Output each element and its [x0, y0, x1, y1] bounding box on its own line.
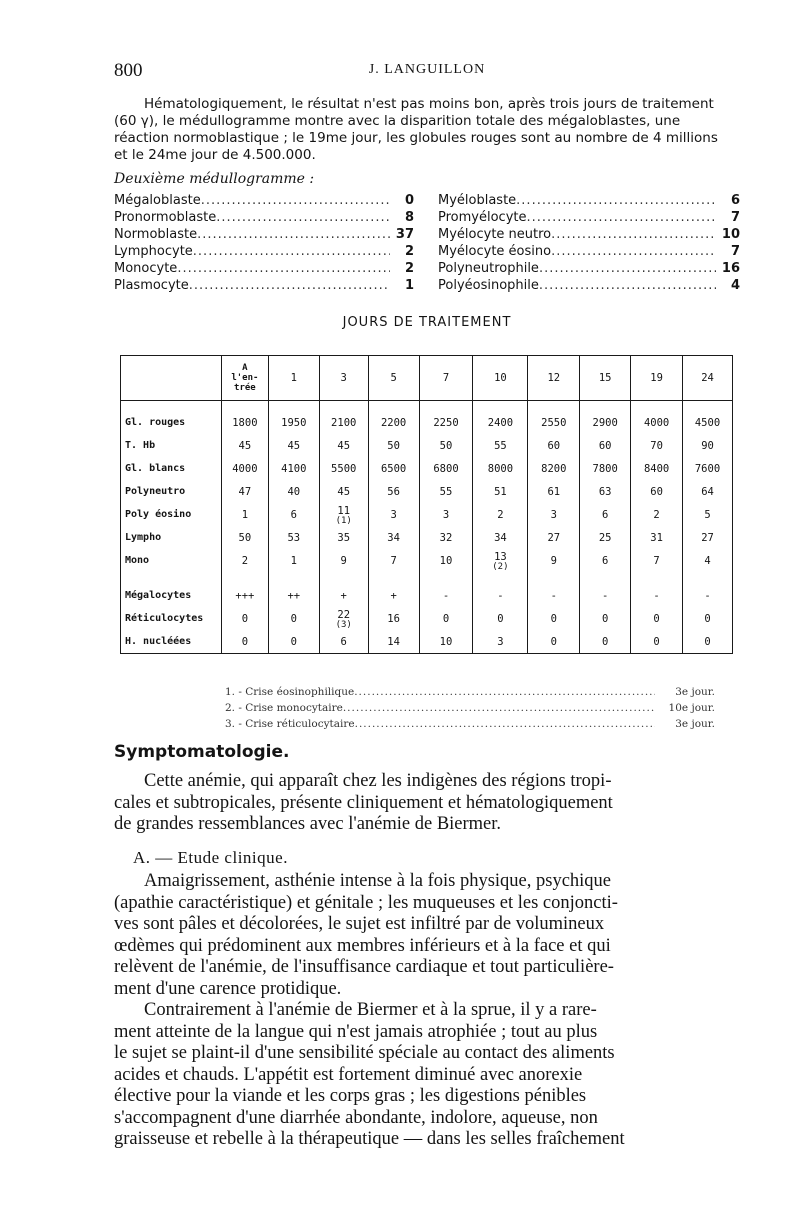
table-cell: 2100 [319, 401, 368, 435]
table-cell: 6 [319, 630, 368, 654]
table-cell: 35 [319, 526, 368, 549]
intro-line: et le 24me jour de 4.500.000. [114, 147, 316, 163]
header-admission-line: A [242, 363, 248, 373]
table-cell: 2900 [580, 401, 631, 435]
text-line: Contrairement à l'anémie de Biermer et à la sprue, il y a rare- [144, 1000, 597, 1020]
table-cell: 64 [683, 480, 733, 503]
table-cell: 7800 [580, 457, 631, 480]
table-row [121, 434, 733, 457]
text-line: élective pour la viande et les corps gras ; les digestions pénibles [114, 1086, 587, 1106]
row-label: Polyneutro [121, 480, 222, 503]
table-cell: 6 [580, 549, 631, 572]
footnote-label: 2. - Crise monocytaire [225, 702, 343, 714]
table-row [121, 607, 733, 630]
cell-label: Pronormoblaste [114, 210, 217, 225]
table-cell: 60 [528, 434, 580, 457]
table-cell: 4000 [631, 401, 683, 435]
table-cell: 6 [580, 503, 631, 526]
table-cell: 14 [368, 630, 419, 654]
table-cell: 4000 [221, 457, 268, 480]
table-cell: 10 [419, 630, 473, 654]
table-cell: 50 [368, 434, 419, 457]
table-row [121, 526, 733, 549]
text-line: cales et subtropicales, présente cliniquement et hématologiquement [114, 792, 613, 813]
cell-label: Polyneutrophile [438, 261, 539, 276]
footnote-day: 10e jour. [668, 702, 715, 714]
table-cell: 50 [419, 434, 473, 457]
footnote-day: 3e jour. [675, 686, 715, 698]
table-cell: 0 [683, 630, 733, 654]
footnote-day: 3e jour. [675, 718, 715, 730]
table-cell: 60 [580, 434, 631, 457]
table-cell: 50 [221, 526, 268, 549]
table-cell: 2 [473, 503, 528, 526]
table-cell: + [368, 584, 419, 607]
intro-paragraph [114, 96, 740, 164]
table-cell: 5 [683, 503, 733, 526]
table-cell: 34 [368, 526, 419, 549]
table-cell: 2400 [473, 401, 528, 435]
table-cell: 3 [368, 503, 419, 526]
table-cell: 16 [368, 607, 419, 630]
table-cell: 1 [268, 549, 319, 572]
footnote [225, 716, 715, 732]
table-cell: + [319, 584, 368, 607]
cell-count: 7 [730, 210, 740, 225]
table-cell: 7 [368, 549, 419, 572]
cell-count: 6 [730, 193, 740, 208]
text-line: acides et chauds. L'appétit est fortement diminué avec anorexie [114, 1064, 583, 1085]
table-cell [319, 607, 368, 630]
table-cell: 2250 [419, 401, 473, 435]
table-cell: 2550 [528, 401, 580, 435]
header-day: 5 [368, 356, 419, 401]
text-line: ment atteinte de la langue qui n'est jamais atrophiée ; tout au plus [114, 1021, 598, 1042]
table-cell: 0 [473, 607, 528, 630]
row-label: Mégalocytes [121, 584, 222, 607]
table-cell: 45 [319, 480, 368, 503]
cell-count: 16 [721, 261, 740, 276]
cell-count: 10 [721, 227, 740, 242]
table-cell: 27 [683, 526, 733, 549]
header-day: 10 [473, 356, 528, 401]
text-line: ment d'une carence protidique. [114, 978, 342, 999]
table-cell: 1 [221, 503, 268, 526]
intro-line: Hématologiquement, le résultat n'est pas moins bon, après trois jours de traitement [144, 96, 714, 112]
table-cell: 45 [221, 434, 268, 457]
table-header-row [121, 356, 733, 401]
table-cell: 45 [319, 434, 368, 457]
footnote [225, 700, 715, 716]
text-line: graisseuse et rebelle à la thérapeutique — dans les selles fraîchement [114, 1129, 625, 1149]
table-cell: 3 [419, 503, 473, 526]
row-label: Lympho [121, 526, 222, 549]
count-row [114, 277, 740, 294]
table-cell: 6 [268, 503, 319, 526]
table-cell: 7600 [683, 457, 733, 480]
table-row [121, 584, 733, 607]
header-blank [121, 356, 222, 401]
table-cell: 63 [580, 480, 631, 503]
cell-count: 1 [404, 278, 414, 293]
table-cell: 2200 [368, 401, 419, 435]
table-footnotes [225, 684, 715, 732]
count-row [114, 192, 740, 209]
table-cell: 60 [631, 480, 683, 503]
count-row [114, 260, 740, 277]
section-intro [114, 771, 740, 836]
table-cell: 45 [268, 434, 319, 457]
table-cell: 51 [473, 480, 528, 503]
table-cell: 27 [528, 526, 580, 549]
page-number: 800 [114, 60, 143, 81]
header-admission-line: l'en- [231, 373, 259, 383]
table-cell: 1800 [221, 401, 268, 435]
table-cell: 4500 [683, 401, 733, 435]
table-cell: 8400 [631, 457, 683, 480]
table-row [121, 480, 733, 503]
table-cell: 9 [528, 549, 580, 572]
intro-line: réaction normoblastique ; le 19me jour, les globules rouges sont au nombre de 4 millions [114, 130, 718, 146]
intro-line: (60 γ), le médullogramme montre avec la disparition totale des mégaloblastes, une [114, 113, 681, 129]
table-cell [473, 549, 528, 572]
text-line: Cette anémie, qui apparaît chez les indigènes des régions tropi- [144, 771, 612, 791]
header-admission [221, 356, 268, 401]
table-cell [319, 503, 368, 526]
count-row [114, 226, 740, 243]
paragraph-biermer [114, 1000, 740, 1151]
row-label: Réticulocytes [121, 607, 222, 630]
table-cell: 0 [528, 630, 580, 654]
cell-value: 22 [337, 608, 351, 621]
table-title: JOURS DE TRAITEMENT [342, 315, 512, 330]
footnote-mark: (3) [335, 619, 352, 630]
cell-label: Polyéosinophile [438, 278, 539, 293]
table-cell: 0 [419, 607, 473, 630]
table-cell: 7 [631, 549, 683, 572]
table-cell: - [528, 584, 580, 607]
footnote-label: 3. - Crise réticulocytaire [225, 718, 355, 730]
table-cell: 55 [473, 434, 528, 457]
table-cell: 0 [631, 607, 683, 630]
text-line: (apathie caractéristique) et génitale ; les muqueuses et les conjoncti- [114, 892, 618, 913]
table-cell: 0 [528, 607, 580, 630]
header-admission-line: trée [234, 383, 256, 393]
cell-label: Promyélocyte [438, 210, 527, 225]
table-cell: 0 [683, 607, 733, 630]
table-cell: 3 [528, 503, 580, 526]
table-cell: 61 [528, 480, 580, 503]
cell-count: 4 [730, 278, 740, 293]
table-cell: 32 [419, 526, 473, 549]
table-cell: 25 [580, 526, 631, 549]
header-day: 15 [580, 356, 631, 401]
table-cell: 31 [631, 526, 683, 549]
paragraph-clinical [114, 871, 740, 1000]
footnote-label: 1. - Crise éosinophilique [225, 686, 355, 698]
row-label: H. nucléées [121, 630, 222, 654]
footnote-mark: (2) [492, 561, 509, 572]
table-cell: 47 [221, 480, 268, 503]
text-line: Amaigrissement, asthénie intense à la fois physique, psychique [144, 871, 612, 891]
table-cell: 53 [268, 526, 319, 549]
table-cell: - [473, 584, 528, 607]
cell-count: 8 [404, 210, 414, 225]
cell-value: 11 [337, 504, 351, 517]
cell-label: Lymphocyte [114, 244, 193, 259]
header-day: 19 [631, 356, 683, 401]
footnote [225, 684, 715, 700]
table-cell: 2 [631, 503, 683, 526]
table-cell: - [683, 584, 733, 607]
footnote-mark: (1) [335, 515, 352, 526]
cell-label: Myélocyte neutro [438, 227, 552, 242]
cell-count: 2 [404, 244, 414, 259]
table-cell: - [631, 584, 683, 607]
text-line: s'accompagnent d'une diarrhée abondante, indolore, aqueuse, non [114, 1107, 598, 1128]
cell-count: 7 [730, 244, 740, 259]
table-cell: 55 [419, 480, 473, 503]
text-line: de grandes ressemblances avec l'anémie de Biermer. [114, 814, 502, 834]
table-cell: - [419, 584, 473, 607]
medullogram-title: Deuxième médullogramme : [114, 171, 315, 187]
table-cell: 9 [319, 549, 368, 572]
table-cell: 0 [580, 630, 631, 654]
row-label: Gl. blancs [121, 457, 222, 480]
table-cell: 5500 [319, 457, 368, 480]
cell-count: 37 [395, 227, 414, 242]
cell-value: 13 [494, 550, 507, 563]
table-cell: 0 [268, 607, 319, 630]
table-row [121, 630, 733, 654]
row-label: Gl. rouges [121, 401, 222, 435]
subsection-heading: A. — Etude clinique. [133, 848, 288, 867]
table-row [121, 457, 733, 480]
row-label: Mono [121, 549, 222, 572]
table-cell: 0 [268, 630, 319, 654]
table-cell: 70 [631, 434, 683, 457]
table-cell: 10 [419, 549, 473, 572]
text-line: œdèmes qui prédominent aux membres inférieurs et à la face et qui [114, 935, 611, 956]
cell-label: Monocyte [114, 261, 178, 276]
table-cell: 34 [473, 526, 528, 549]
table-cell: 0 [580, 607, 631, 630]
text-line: relèvent de l'anémie, de l'insuffisance cardiaque et tout particulière- [114, 957, 614, 977]
table-cell: 0 [221, 607, 268, 630]
table-cell: 0 [221, 630, 268, 654]
table-cell: 4 [683, 549, 733, 572]
table-cell: 4100 [268, 457, 319, 480]
table-cell: 2 [221, 549, 268, 572]
table-cell: 6800 [419, 457, 473, 480]
table-cell: ++ [268, 584, 319, 607]
cell-label: Plasmocyte [114, 278, 189, 293]
cell-count: 0 [404, 193, 414, 208]
header-day: 3 [319, 356, 368, 401]
medullogram-counts [114, 192, 740, 294]
section-heading: Symptomatologie. [114, 742, 290, 762]
table-row [121, 401, 733, 435]
table-cell: 3 [473, 630, 528, 654]
treatment-table [120, 355, 733, 654]
cell-label: Normoblaste [114, 227, 198, 242]
table-row [121, 549, 733, 572]
table-cell: 40 [268, 480, 319, 503]
text-line: le sujet se plaint-il d'une sensibilité spéciale au contact des aliments [114, 1043, 615, 1063]
table-cell: 0 [631, 630, 683, 654]
table-spacer-row [121, 572, 733, 584]
table-cell: 6500 [368, 457, 419, 480]
header-day: 12 [528, 356, 580, 401]
count-row [114, 243, 740, 260]
table-cell: 1950 [268, 401, 319, 435]
row-label: T. Hb [121, 434, 222, 457]
cell-label: Myélocyte éosino [438, 244, 552, 259]
header-day: 1 [268, 356, 319, 401]
table-cell: +++ [221, 584, 268, 607]
table-cell: - [580, 584, 631, 607]
running-title: J. LANGUILLON [368, 62, 486, 77]
table-cell: 56 [368, 480, 419, 503]
table-cell: 8200 [528, 457, 580, 480]
table-cell: 90 [683, 434, 733, 457]
table-cell: 8000 [473, 457, 528, 480]
cell-label: Myéloblaste [438, 193, 517, 208]
page-header [114, 60, 740, 84]
row-label: Poly éosino [121, 503, 222, 526]
count-row [114, 209, 740, 226]
cell-label: Mégaloblaste [114, 193, 201, 208]
header-day: 24 [683, 356, 733, 401]
cell-count: 2 [404, 261, 414, 276]
table-row [121, 503, 733, 526]
header-day: 7 [419, 356, 473, 401]
text-line: ves sont pâles et décolorées, le sujet est infiltré par de volumineux [114, 914, 605, 934]
